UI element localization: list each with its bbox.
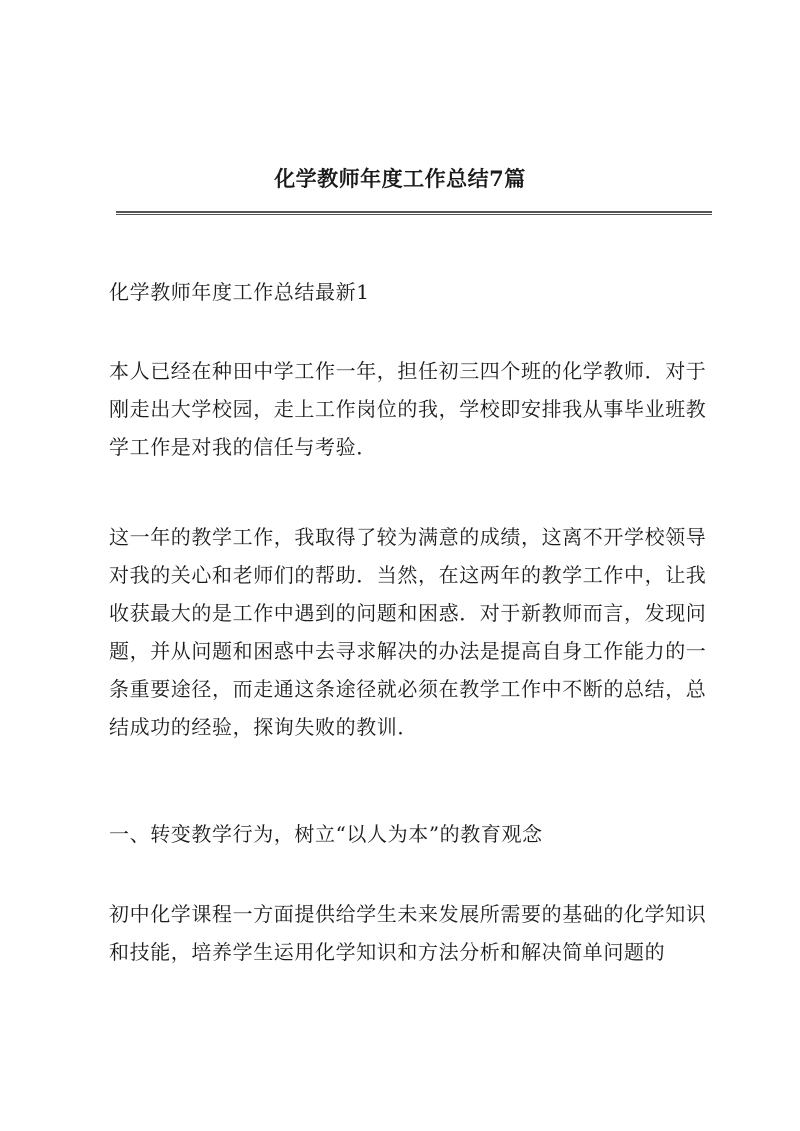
- section-subtitle: 化学教师年度工作总结最新1: [109, 280, 370, 304]
- title-divider: [116, 211, 712, 215]
- paragraph: 初中化学课程一方面提供给学生未来发展所需要的基础的化学知识和技能，培养学生运用化学知识和方法分析和解决简单问题的: [109, 902, 707, 964]
- paragraph: 本人已经在种田中学工作一年，担任初三四个班的化学教师．对于刚走出大学校园，走上工作岗位的我，学校即安排我从事毕业班教学工作是对我的信任与考验．: [109, 359, 707, 459]
- section-heading: 一、转变教学行为，树立“以人为本”的教育观念: [109, 822, 543, 846]
- paragraph: 这一年的教学工作，我取得了较为满意的成绩，这离不开学校领导对我的关心和老师们的帮助．当然，在这两年的教学工作中，让我收获最大的是工作中遇到的问题和困惑．对于新教师而言，发现问题，并从问题和困惑中去寻求解决的办法是提高自身工作能力的一条重要途径，而走通这条途径就必须在教学工作中不断的总结，总结成功的经验，探询失败的教训．: [109, 525, 707, 739]
- document-title: 化学教师年度工作总结7篇: [274, 166, 526, 191]
